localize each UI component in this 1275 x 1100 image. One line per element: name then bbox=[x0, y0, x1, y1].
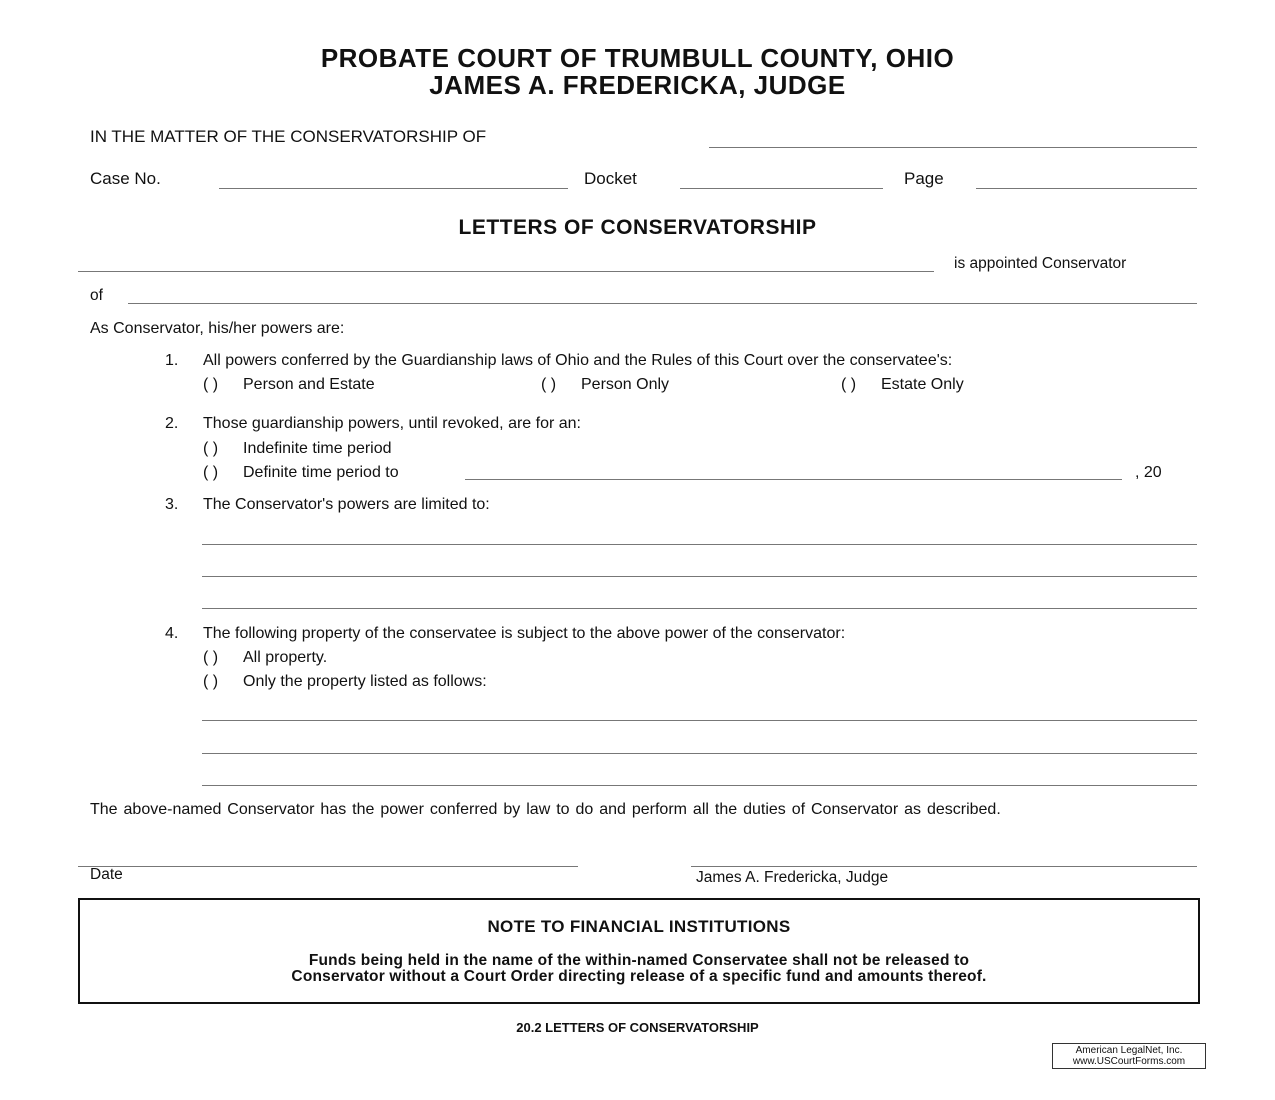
judge-name-heading: JAMES A. FREDERICKA, JUDGE bbox=[429, 70, 846, 100]
item-2-number: 2. bbox=[165, 415, 179, 432]
definite-date-field[interactable] bbox=[465, 479, 1122, 480]
item-1-number: 1. bbox=[165, 352, 179, 369]
page-label: Page bbox=[904, 169, 944, 188]
note-title: NOTE TO FINANCIAL INSTITUTIONS bbox=[487, 917, 791, 936]
property-line-1[interactable] bbox=[202, 720, 1197, 721]
of-label: of bbox=[90, 287, 103, 304]
conservator-name-field[interactable] bbox=[78, 271, 934, 272]
note-line-2: Conservator without a Court Order directing release of a specific fund and amounts thereof. bbox=[291, 968, 987, 985]
court-name: PROBATE COURT OF TRUMBULL COUNTY, OHIO bbox=[320, 43, 955, 73]
option-all-property[interactable]: ( ) All property. bbox=[203, 649, 328, 666]
option-definite-period[interactable]: ( ) Definite time period to bbox=[203, 464, 399, 481]
form-title: LETTERS OF CONSERVATORSHIP bbox=[458, 216, 817, 239]
date-signature-line[interactable] bbox=[78, 866, 578, 867]
item-1-text: All powers conferred by the Guardianship laws of Ohio and the Rules of this Court over the conservatee's: bbox=[203, 352, 953, 369]
conservatee-field[interactable] bbox=[128, 303, 1197, 304]
publisher-url: www.USCourtForms.com bbox=[1072, 1056, 1186, 1067]
item-3-number: 3. bbox=[165, 496, 179, 513]
form-id: 20.2 LETTERS OF CONSERVATORSHIP bbox=[516, 1020, 759, 1035]
docket-field[interactable] bbox=[680, 188, 883, 189]
closing-paragraph: The above-named Conservator has the power conferred by law to do and perform all the duties of Conservator as described. bbox=[90, 801, 1001, 818]
item-4-number: 4. bbox=[165, 625, 179, 642]
paren-checkbox: ( ) bbox=[541, 376, 557, 393]
limits-line-3[interactable] bbox=[202, 608, 1197, 609]
financial-note-box bbox=[78, 898, 1200, 1004]
powers-intro: As Conservator, his/her powers are: bbox=[90, 320, 345, 337]
item-2-text: Those guardianship powers, until revoked, are for an: bbox=[203, 415, 581, 432]
paren-checkbox: ( ) bbox=[203, 376, 219, 393]
property-line-2[interactable] bbox=[202, 753, 1197, 754]
option-listed-property[interactable]: ( ) Only the property listed as follows: bbox=[203, 673, 487, 690]
matter-field[interactable] bbox=[709, 147, 1197, 148]
paren-checkbox: ( ) bbox=[203, 440, 219, 457]
judge-signature-line[interactable] bbox=[691, 866, 1197, 867]
docket-label: Docket bbox=[584, 169, 637, 188]
note-line-1: Funds being held in the name of the within-named Conservatee shall not be released to bbox=[308, 952, 970, 969]
paren-checkbox: ( ) bbox=[841, 376, 857, 393]
appointed-text: is appointed Conservator bbox=[954, 255, 1127, 272]
matter-label: IN THE MATTER OF THE CONSERVATORSHIP OF bbox=[90, 127, 487, 146]
option-person-only[interactable]: ( ) Person Only bbox=[541, 376, 670, 393]
limits-line-2[interactable] bbox=[202, 576, 1197, 577]
item-3-text: The Conservator's powers are limited to: bbox=[203, 496, 490, 513]
paren-checkbox: ( ) bbox=[203, 649, 219, 666]
date-label: Date bbox=[90, 866, 123, 883]
item-4-text: The following property of the conservatee is subject to the above power of the conservator: bbox=[203, 625, 846, 642]
option-indefinite-period[interactable]: ( ) Indefinite time period bbox=[203, 440, 392, 457]
option-estate-only[interactable]: ( ) Estate Only bbox=[841, 376, 964, 393]
publisher-badge bbox=[1052, 1043, 1206, 1069]
property-line-3[interactable] bbox=[202, 785, 1197, 786]
year-prefix: , 20 bbox=[1135, 464, 1162, 481]
judge-signature-label: James A. Fredericka, Judge bbox=[696, 869, 889, 886]
paren-checkbox: ( ) bbox=[203, 464, 219, 481]
case-no-label: Case No. bbox=[90, 169, 161, 188]
option-person-and-estate[interactable]: ( ) Person and Estate bbox=[203, 376, 375, 393]
publisher-name: American LegalNet, Inc. bbox=[1075, 1045, 1183, 1056]
paren-checkbox: ( ) bbox=[203, 673, 219, 690]
page-field[interactable] bbox=[976, 188, 1197, 189]
limits-line-1[interactable] bbox=[202, 544, 1197, 545]
case-no-field[interactable] bbox=[219, 188, 568, 189]
